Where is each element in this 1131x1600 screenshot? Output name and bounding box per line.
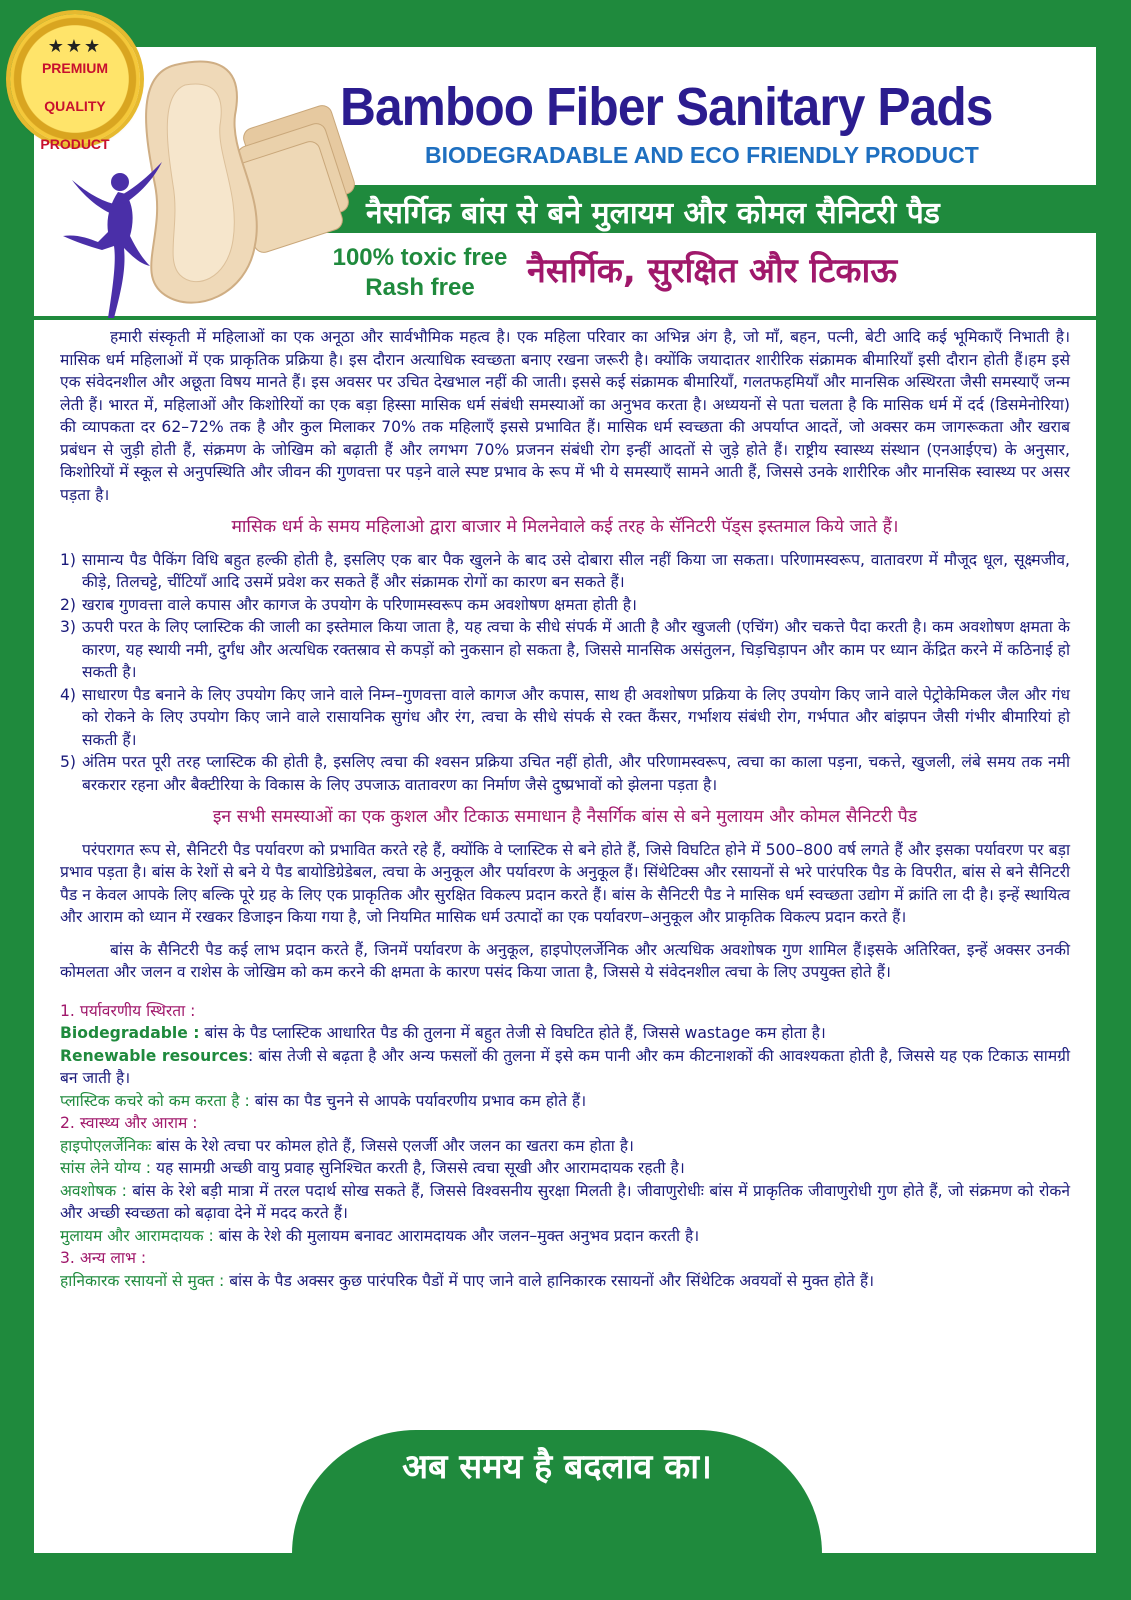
problems-list [60, 549, 1070, 797]
toxic-free-text: 100% toxic free [332, 244, 508, 271]
benefit-item: हाइपोएलर्जेनिकः बांस के रेशे त्वचा पर कोमल होते हैं, जिससे एलर्जी और जलन का खतरा कम होता है। [60, 1136, 634, 1155]
benefit-item: हानिकारक रसायनों से मुक्त : बांस के पैड अक्सर कुछ पारंपरिक पैडों में पाए जाने वाले हानिकारक रसायनों और सिंथेटिक अवयवों से मुक्त होते हैं। [60, 1271, 875, 1290]
list-item: 2) खराब गुणवत्ता वाले कपास और कागज के उपयोग के परिणामस्वरूप कम अवशोषण क्षमता होती है। [60, 595, 637, 614]
section-heading-health: 2. स्वास्थ्य और आराम : [60, 1114, 198, 1132]
header-divider [34, 316, 1096, 320]
rash-free-text: Rash free [365, 274, 475, 301]
benefit-item: मुलायम और आरामदायक : बांस के रेशे की मुलायम बनावट आरामदायक और जलन–मुक्त अनुभव प्रदान करती है। [60, 1226, 700, 1245]
page-title: Bamboo Fiber Sanitary Pads [340, 77, 993, 137]
section-heading-other: 3. अन्य लाभ : [60, 1249, 147, 1267]
list-item: 4) साधारण पैड बनाने के लिए उपयोग किए जाने वाले निम्न–गुणवत्ता वाले कागज और कपास, साथ ही अवशोषण प्रक्रिया के लिए उपयोग किए जाने वाले पेट्रोकेमिकल जैल और गंध को रोकने के लिए उपयोग किए जाने वाले रासायनिक सुगंध और रंग, त्वचा के सीधे संपर्क से रक्त कैंसर, गर्भाशय संबंधी रोग, गर्भपात और बांझपन जैसी गंभीर बीमारियां हो सकती हैं। [60, 685, 1070, 749]
benefit-item: Biodegradable : बांस के पैड प्लास्टिक आधारित पैड की तुलना में बहुत तेजी से विघटित होते हैं, जिससे wastage कम होता है। [60, 1024, 826, 1042]
list-item: 1) सामान्य पैड पैकिंग विधि बहुत हल्की होती है, इसलिए एक बार पैक खुलने के बाद उसे दोबारा सील नहीं किया जा सकता। परिणामस्वरूप, वातावरण में मौजूद धूल, सूक्ष्मजीव, कीड़े, तिलचट्टे, चींटियाँ आदि उसमें प्रवेश कर सकते हैं और संक्रामक रोगों का कारण बन सकते हैं। [60, 550, 1070, 591]
solution-heading: इन सभी समस्याओं का एक कुशल और टिकाऊ समाधान है नैसर्गिक बांस से बने मुलायम और कोमल सैनिटरी पैड [212, 807, 918, 827]
benefit-item: Renewable resources: बांस तेजी से बढ़ता है और अन्य फसलों की तुलना में इसे कम पानी और कम कीटनाशकों की आवश्यकता होती है, जिससे यह एक टिकाऊ सामग्री बन जाती है। [60, 1046, 1070, 1087]
seal-line-1: PREMIUM [41, 60, 109, 76]
sanitary-pad-illustration [135, 55, 355, 315]
list-item: 5) अंतिम परत पूरी तरह प्लास्टिक की होती है, इसलिए त्वचा की श्वसन प्रक्रिया उचित नहीं होती, और परिणामस्वरूप, त्वचा का काला पड़ना, चकत्ते, खुजली, लंबे समय तक नमी बरकरार रहना और बैक्टीरिया के विकास के लिए उपजाऊ वातावरण का निर्माण जैसे दुष्प्रभावों को झेलना पड़ता है। [60, 753, 1070, 794]
page-subtitle: BIODEGRADABLE AND ECO FRIENDLY PRODUCT [425, 142, 979, 168]
content-body [60, 326, 1070, 1292]
seal-line-3: PRODUCT [40, 136, 110, 152]
ballerina-silhouette-icon [58, 160, 168, 320]
problems-heading: मासिक धर्म के समय महिलाओ द्वारा बाजार मे मिलनेवाले कई तरह के सॅनिटरी पॅड्स इस्तमाल किये जाते हैं। [231, 517, 899, 537]
seal-line-2: QUALITY [44, 98, 106, 114]
hindi-banner-text: नैसर्गिक बांस से बने मुलायम और कोमल सैनिटरी पैड [366, 196, 940, 231]
solution-paragraph: परंपरागत रूप से, सैनिटरी पैड पर्यावरण को प्रभावित करते रहे हैं, क्योंकि वे प्लास्टिक से बने होते हैं, जिसे विघटित होने में 500–800 वर्ष लगते हैं और इसका पर्यावरण पर बड़ा प्रभाव पड़ता है। बांस के रेशों से बने ये पैड बायोडिग्रेडेबल, त्वचा के अनुकूल और पर्यावरण के अनुकूल हैं। सिंथेटिक्स और रसायनों से भरे पारंपरिक पैड के विपरीत, बांस से बने सैनिटरी पैड न केवल आपके लिए बल्कि पूरे ग्रह के लिए एक प्राकृतिक और सुरक्षित विकल्प प्रदान करते हैं। बांस के सैनिटरी पैड ने मासिक धर्म स्वच्छता उद्योग में क्रांति ला दी है। इन्हें स्थायित्व और आराम को ध्यान में रखकर डिजाइन किया गया है, जो नियमित मासिक धर्म उत्पादों का एक पर्यावरण–अनुकूल और प्राकृतिक विकल्प प्रदान करते हैं। [60, 840, 1070, 926]
premium-quality-seal [10, 14, 140, 152]
stars-icon: ★★★ [47, 36, 103, 57]
intro-paragraph: हमारी संस्कृती में महिलाओं का एक अनूठा और सार्वभौमिक महत्व है। एक महिला परिवार का अभिन्न अंग है, जो माँ, बहन, पत्नी, बेटी आदि कई भूमिकाएँ निभाती है। मासिक धर्म महिलाओं में एक प्राकृतिक प्रक्रिया है। इस दौरान अत्याधिक स्वच्छता बनाए रखना जरूरी है। क्योंकि जयादातर शारीरिक संक्रामक बीमारियाँ इसी दौरान होती हैं।हम इसे एक संवेदनशील और अछूता विषय मानते हैं। इस अवसर पर उचित देखभाल नहीं की जाती। इससे कई संक्रामक बीमारियाँ, गलतफहमियाँ और मानसिक अस्थिरता जैसी समस्याएँ जन्म लेती हैं। भारत में, महिलाओं और किशोरियों का एक बड़ा हिस्सा मासिक धर्म संबंधी समस्याओं का अनुभव करता है। अध्ययनों से पता चलता है कि मासिक धर्म में दर्द (डिसमेनोरिया) की व्यापकता दर 62–72% तक है और कुल मिलाकर 70% तक महिलाएँ इससे प्रभावित हैं। मासिक धर्म स्वच्छता की अपर्याप्त आदतें, जो अक्सर कम जागरूकता और खराब प्रबंधन से जुड़ी होती हैं, संक्रमण के जोखिम को बढ़ाती हैं और लगभग 70% प्रजनन संबंधी रोग इन्हीं आदतों से जुड़े होते हैं। राष्ट्रीय स्वास्थ्य संस्थान (एनआईएच) के अनुसार, किशोरियों में स्कूल से अनुपस्थिति और जीवन की गुणवत्ता पर पड़ने वाले स्पष्ट प्रभाव के रूप में भी ये समस्याएँ सामने आती हैं, जिससे उनके शारीरिक और मानसिक स्वास्थ्य पर असर पड़ता है। [60, 328, 1070, 504]
toxic-free-label [330, 243, 510, 303]
tagline: नैसर्गिक, सुरक्षित और टिकाऊ [527, 251, 898, 291]
list-item: 3) ऊपरी परत के लिए प्लास्टिक की जाली का इस्तेमाल किया जाता है, यह त्वचा के सीधे संपर्क में आती है और खुजली (एचिंग) और चकत्ते पैदा करती है। कम अवशोषण क्षमता के कारण, यह स्थायी नमी, दुर्गंध और अत्यधिक रक्तस्राव से कपड़ों को नुकसान हो सकता है, जिससे मानसिक असंतुलन, चिड़चिड़ापन और काम पर ध्यान केंद्रित करने में कठिनाई हो सकती है। [60, 618, 1070, 681]
benefit-item: अवशोषक : बांस के रेशे बड़ी मात्रा में तरल पदार्थ सोख सकते हैं, जिससे विश्वसनीय सुरक्षा मिलती है। जीवाणुरोधीः बांस में प्राकृतिक जीवाणुरोधी गुण होते हैं, जो संक्रमण को रोकने और अच्छी स्वच्छता को बढ़ावा देने में मदद करते हैं। [60, 1181, 1070, 1222]
hindi-banner [300, 185, 1096, 233]
benefit-item: प्लास्टिक कचरे को कम करता है : बांस का पैड चुनने से आपके पर्यावरणीय प्रभाव कम होते हैं। [60, 1091, 587, 1110]
section-heading-environment: 1. पर्यावरणीय स्थिरता : [60, 1001, 196, 1020]
footer-banner [292, 1430, 822, 1554]
benefits-intro-paragraph: बांस के सैनिटरी पैड कई लाभ प्रदान करते हैं, जिनमें पर्यावरण के अनुकूल, हाइपोएलर्जेनिक और अत्यधिक अवशोषक गुण शामिल हैं।इसके अतिरिक्त, इन्हें अक्सर उनकी कोमलता और जलन व राशेस के जोखिम को कम करने की क्षमता के कारण पसंद किया जाता है, जिससे ये संवेदनशील त्वचा के लिए उपयुक्त होते हैं। [60, 940, 1070, 981]
benefits-section [60, 1000, 1070, 1293]
footer-slogan: अब समय है बदलाव का। [402, 1447, 712, 1487]
benefit-item: सांस लेने योग्य : यह सामग्री अच्छी वायु प्रवाह सुनिश्चित करती है, जिससे त्वचा सूखी और आरामदायक रहती है। [60, 1159, 685, 1177]
